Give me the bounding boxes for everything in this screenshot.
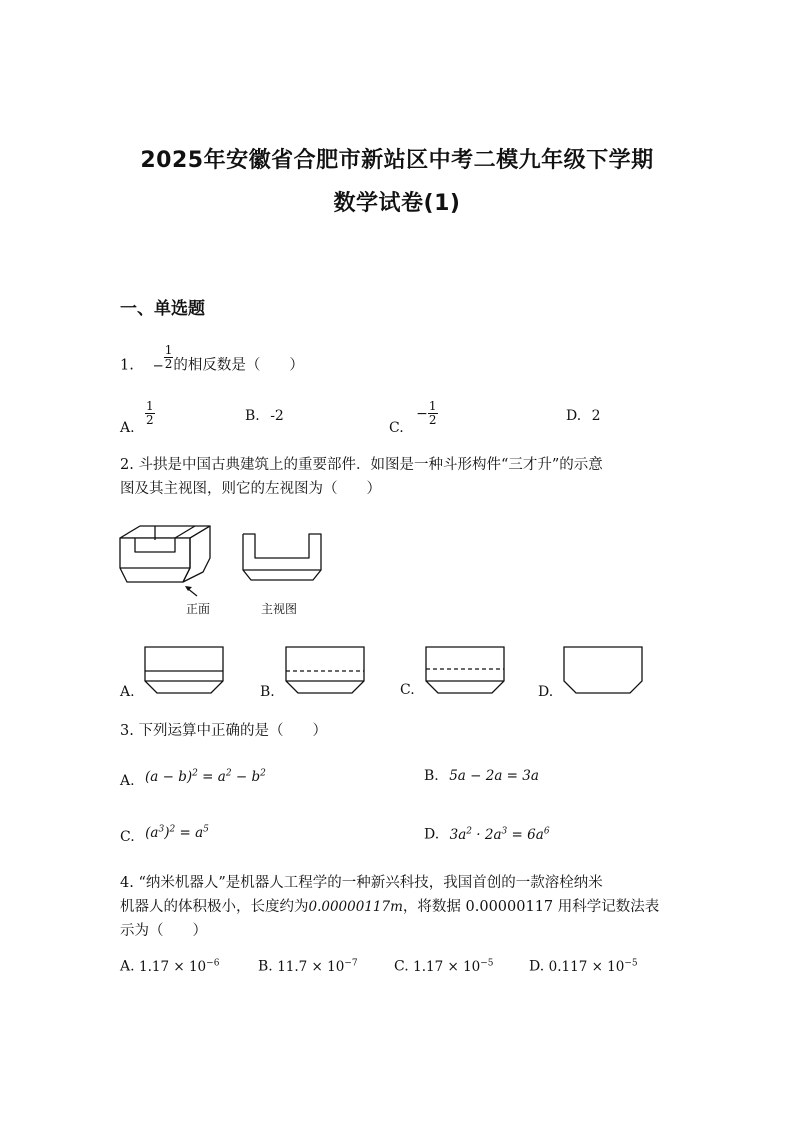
q1-option-b-value: -2 [270,408,284,424]
q1-c-num: 1 [428,399,437,413]
q1-option-d [566,408,601,424]
title-line-2: 数学试卷(1) [333,191,461,216]
q3-c-inner-exp: 3 [158,824,165,834]
q4-option-d [529,958,638,975]
q2-option-c-label: C. [400,682,415,698]
q1-fraction [164,344,174,371]
q4-a-label: A. [120,958,135,975]
q1-option-c-sign: − [416,405,428,422]
q4-c-mant: 1.17 × 10 [413,958,481,975]
q4-b-exp: −7 [344,958,358,968]
q1-option-c-frac [428,400,438,427]
q3-c-exp: 2 [169,824,176,834]
q4-d-mant: 0.117 × 10 [548,958,625,975]
caption-main-view: 主视图 [261,602,298,616]
q3-d-expr3: = 6a [507,826,544,843]
q3-option-d [424,826,550,843]
q1-stem: 的相反数是（ ） [173,357,304,374]
q4-line-2 [120,894,659,920]
q3-a-rhs: = a [197,768,226,785]
section-heading: 一、单选题 [120,299,205,319]
q4-d-label: D. [529,958,545,975]
q3-c-close: ) [164,824,170,841]
three-d-figure [115,520,225,600]
q1-a-den: 2 [146,413,154,427]
q2-option-c-figure [424,645,506,695]
q3-b-expr: 5a − 2a = 3a [449,768,539,784]
q3-option-b [424,768,539,784]
q3-d-expr1: 3a [449,826,467,843]
q2-line-2: 图及其主视图，则它的左视图为（ ） [120,481,381,497]
q3-d-label: D. [424,826,440,843]
q1-option-c [389,399,438,436]
q4-line-2-math: 0.00000117m [308,899,403,915]
q1-frac-den: 2 [164,357,173,371]
q3-d-exp3: 6 [543,826,550,836]
q4-a-mant: 1.17 × 10 [139,958,207,975]
q3-c-rhs-exp: 5 [203,824,209,834]
front-arrow-head [185,586,192,591]
q3-stem: 3. 下列运算中正确的是（ ） [120,723,327,739]
q4-line-3: 示为（ ） [120,923,207,939]
q4-option-b [258,958,358,975]
q3-a-label: A. [120,772,135,789]
q2-line-1: 2. 斗拱是中国古典建筑上的重要部件．如图是一种斗形构件“三才升”的示意 [120,457,603,473]
question-1 [120,343,304,379]
q1-option-b-label: B. [245,408,260,424]
q3-c-rhs: = a [175,824,204,841]
q4-a-exp: −6 [206,958,220,968]
q1-option-d-value: 2 [591,408,601,424]
title-line-1: 2025年安徽省合肥市新站区中考二模九年级下学期 [140,148,654,173]
q4-option-a [120,958,219,975]
q3-c-base: (a [145,824,159,841]
q3-a-rhs-exp: 2 [225,768,232,778]
q4-c-label: C. [394,958,409,975]
q1-option-d-label: D. [566,408,582,424]
q4-c-exp: −5 [480,958,494,968]
main-view-figure [241,532,325,584]
q3-a-exp: 2 [192,768,198,778]
q3-d-expr2: · 2a [472,826,502,843]
q4-option-c [394,958,494,975]
q2-option-b-label: B. [260,684,275,700]
caption-front: 正面 [186,602,211,616]
q1-option-a-label: A. [120,419,135,436]
q4-line-2-b: ，将数据 0.00000117 用科学记数法表 [402,899,660,915]
q3-a-rhs2-exp: 2 [260,768,266,778]
q4-line-2-a: 机器人的体积极小，长度约为 [120,899,309,915]
q2-option-d-label: D. [538,684,554,700]
q3-option-a [120,768,266,789]
q3-d-exp1: 2 [466,826,473,836]
q3-b-label: B. [424,768,439,784]
q2-option-a-figure [143,645,225,695]
q3-a-base: (a − b) [145,768,193,785]
q1-option-a-frac [145,400,155,427]
q4-b-label: B. [258,958,273,975]
q2-option-b-figure [284,645,366,695]
q1-a-num: 1 [146,399,154,413]
q2-option-d-figure [562,645,644,695]
q3-d-exp2: 3 [501,826,508,836]
q1-neg-sign: − [152,357,164,374]
q1-option-a [120,399,155,436]
q3-option-c [120,824,209,845]
q1-option-b [245,408,284,424]
q1-option-c-label: C. [389,419,404,436]
q3-a-rhs2: − b [231,768,261,785]
q2-option-a-label: A. [120,684,135,700]
q4-b-mant: 11.7 × 10 [277,958,345,975]
q3-c-label: C. [120,828,135,845]
q1-number: 1. [120,357,134,374]
q4-line-1: 4. “纳米机器人”是机器人工程学的一种新兴科技，我国首创的一款溶栓纳米 [120,875,603,891]
q1-c-den: 2 [428,413,437,427]
q1-frac-num: 1 [164,343,173,357]
q4-d-exp: −5 [624,958,638,968]
